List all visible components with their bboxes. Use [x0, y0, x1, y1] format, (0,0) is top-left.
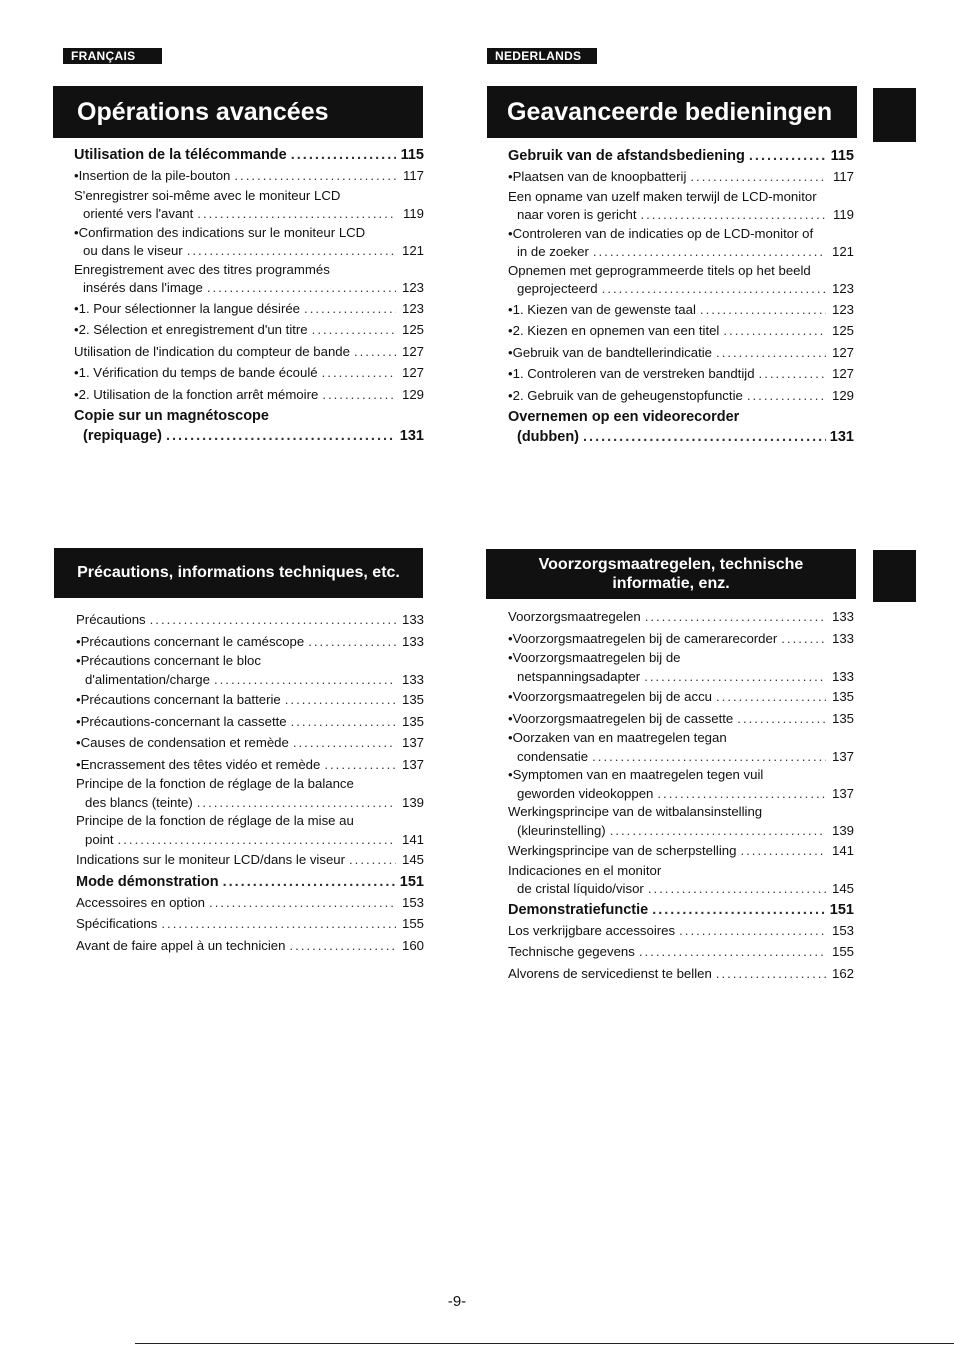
dot-leader [118, 831, 396, 850]
dot-leader [150, 609, 396, 631]
toc-entry-text: •Symptomen van en maatregelen tegen vuil [508, 767, 764, 782]
toc-page-number: 115 [830, 148, 854, 164]
toc-entry [76, 935, 424, 957]
dot-leader [285, 689, 396, 711]
toc-entry [508, 649, 854, 686]
dot-leader [740, 840, 826, 862]
dot-leader [324, 754, 396, 776]
toc-entry-text: ou dans le viseur [83, 243, 183, 258]
dot-leader [644, 668, 826, 687]
toc-entry [74, 384, 424, 406]
toc-entry-text: Enregistrement avec des titres programmés [74, 261, 330, 277]
toc-entry [74, 319, 424, 341]
toc-page-number: 151 [829, 901, 854, 918]
toc-entry-text: •1. Vérification du temps de bande écoulé [74, 365, 318, 380]
toc-page-number: 125 [831, 323, 854, 338]
toc-entry [76, 652, 424, 689]
toc-heading [74, 145, 424, 165]
toc-entry-text: •Voorzorgsmaatregelen bij de camerarecorder [508, 630, 778, 646]
toc-page-number: 123 [831, 281, 854, 296]
toc-page-number: 153 [401, 894, 424, 910]
toc-entry-text: in de zoeker [517, 244, 589, 259]
toc-entry-text: •Précautions concernant le bloc [76, 653, 261, 668]
toc-entry [508, 729, 854, 766]
toc-entry-text: •Causes de condensation et remède [76, 735, 289, 750]
toc-entry [508, 385, 854, 407]
toc-page-number: 139 [831, 822, 854, 838]
toc-page-number: 121 [831, 244, 854, 259]
toc-entry [74, 224, 424, 261]
toc-page-number: 139 [401, 794, 424, 810]
toc-entry-text: Utilisation de la télécommande [74, 147, 287, 163]
toc-page-number: 151 [399, 873, 424, 890]
dot-leader [214, 671, 396, 690]
toc-entry-text: geprojecteerd [517, 281, 598, 296]
dot-leader [723, 320, 826, 342]
toc-entry-text: •2. Utilisation de la fonction arrêt mémoire [74, 386, 319, 402]
dot-leader [759, 363, 826, 385]
dot-leader [197, 205, 396, 224]
toc-entry [508, 862, 854, 899]
toc-entry [76, 913, 424, 935]
toc-page-number: 155 [401, 916, 424, 931]
toc-entry-text: Los verkrijgbare accessoires [508, 922, 676, 938]
dot-leader [639, 941, 826, 963]
dot-leader [161, 913, 396, 935]
dot-leader [291, 711, 396, 733]
dot-leader [716, 686, 826, 708]
side-thumb-tab-bottom [873, 550, 916, 602]
dot-leader [716, 963, 826, 985]
dot-leader [652, 900, 826, 920]
toc-entry-text: •1. Pour sélectionner la langue désirée [74, 300, 301, 316]
language-label-french: FRANÇAIS [63, 48, 162, 64]
dot-leader [679, 920, 826, 942]
toc-entry-text: •2. Kiezen en opnemen van een titel [508, 323, 720, 338]
toc-entry [508, 606, 854, 628]
dot-leader [716, 342, 826, 364]
toc-entry-text: Indicaciones en el monitor [508, 862, 662, 878]
dot-leader [602, 280, 826, 299]
bottom-rule [135, 1343, 954, 1344]
toc-entry [74, 341, 424, 363]
toc-entry-text: Précautions [76, 612, 146, 627]
dot-leader [223, 872, 396, 892]
toc-entry-text: •Confirmation des indications sur le moniteur LCD [74, 224, 366, 240]
dot-leader [700, 299, 826, 321]
dot-leader [737, 708, 826, 730]
dot-leader [308, 631, 396, 653]
toc-entry-text: condensatie [517, 748, 589, 764]
toc-entry-text: Copie sur un magnétoscope [74, 408, 269, 424]
toc-page-number: 115 [400, 147, 424, 163]
toc-entry [76, 609, 424, 631]
toc-entry-text: •1. Kiezen van de gewenste taal [508, 301, 696, 317]
toc-entry-text: Een opname van uzelf maken terwijl de LCD-monitor [508, 188, 817, 204]
dot-leader [657, 785, 826, 804]
toc-entry [74, 261, 424, 298]
dot-leader [197, 794, 396, 813]
dot-leader [648, 880, 826, 899]
toc-page-number: 125 [401, 322, 424, 337]
language-label-dutch: NEDERLANDS [487, 48, 597, 64]
dot-leader [293, 732, 396, 754]
toc-entry-text: Principe de la fonction de réglage de la mise au [76, 813, 354, 828]
toc-page-number: 131 [829, 429, 854, 445]
dot-leader [690, 166, 826, 188]
toc-entry [74, 362, 424, 384]
dot-leader [592, 748, 826, 767]
toc-entry [508, 941, 854, 963]
toc-entry-text: •1. Controleren van de verstreken bandtijd [508, 366, 755, 381]
toc-page-number: 119 [402, 206, 424, 221]
toc-page-number: 133 [401, 633, 424, 649]
toc-entry [508, 840, 854, 862]
toc-entry-text: •Précautions-concernant la cassette [76, 713, 287, 729]
toc-entry-text: •Controleren van de indicaties op de LCD-monitor of [508, 225, 814, 241]
toc-entry-text: d'alimentation/charge [85, 671, 210, 687]
toc-entry-text: Opnemen met geprogrammeerde titels op het beeld [508, 262, 811, 278]
toc-page-number: 127 [401, 365, 424, 380]
toc-entry [508, 262, 854, 299]
toc-entry-text: Indications sur le moniteur LCD/dans le viseur [76, 852, 346, 867]
toc-page-number: 133 [831, 668, 854, 684]
toc-entry [508, 320, 854, 342]
toc-entry-text: (repiquage) [83, 428, 162, 444]
toc-entry [76, 812, 424, 849]
toc-entry-text: Werkingsprincipe van de witbalansinstelling [508, 804, 763, 819]
toc-entry [508, 188, 854, 225]
dot-leader [749, 146, 826, 166]
toc-entry-text: •Gebruik van de bandtellerindicatie [508, 344, 713, 360]
toc-heading [74, 406, 424, 446]
dot-leader [187, 242, 396, 261]
toc-entry [76, 631, 424, 653]
toc-entry [76, 849, 424, 871]
toc-entry-text: (kleurinstelling) [517, 822, 606, 838]
section-title-advanced-operations-fr: Opérations avancées [53, 86, 423, 138]
toc-entry [76, 711, 424, 733]
toc-entry-text: •Voorzorgsmaatregelen bij de accu [508, 689, 713, 704]
toc-entry-text: naar voren is gericht [517, 207, 637, 222]
toc-page-number: 137 [401, 735, 424, 750]
dot-leader [234, 165, 396, 187]
dot-leader [349, 849, 396, 871]
dot-leader [322, 384, 396, 406]
toc-entry [508, 708, 854, 730]
toc-heading [76, 872, 424, 892]
toc-entry [76, 689, 424, 711]
dot-leader [312, 319, 396, 341]
toc-entry [508, 686, 854, 708]
side-thumb-tab-top [873, 88, 916, 142]
toc-entry-text: Spécifications [76, 916, 158, 931]
toc-page-number: 127 [831, 344, 854, 360]
toc-entry [74, 165, 424, 187]
toc-entry [508, 166, 854, 188]
toc-entry [508, 225, 854, 262]
toc-page-number: 117 [402, 168, 424, 183]
toc-page-number: 141 [831, 843, 854, 858]
toc-page-number: 129 [401, 386, 424, 402]
section-title-line-2: informatie, enz. [612, 575, 730, 592]
page-number: -9- [447, 1293, 467, 1310]
dot-leader [304, 298, 396, 320]
toc-page-number: 131 [399, 428, 424, 444]
toc-heading [508, 407, 854, 447]
toc-entry-text: S'enregistrer soi-même avec le moniteur LCD [74, 187, 341, 203]
toc-entry-text: Utilisation de l'indication du compteur de bande [74, 343, 350, 359]
toc-page-number: 141 [401, 831, 424, 847]
toc-page-number: 133 [831, 609, 854, 624]
toc-entry [508, 766, 854, 803]
toc-entry [76, 732, 424, 754]
toc-entry-text: Gebruik van de afstandsbediening [508, 148, 745, 164]
dot-leader [747, 385, 826, 407]
toc-entry [508, 628, 854, 650]
dot-leader [291, 145, 396, 165]
section-title-precautions-fr: Précautions, informations techniques, etc. [54, 548, 423, 598]
dot-leader [610, 822, 826, 841]
toc-advanced-operations-fr [74, 145, 424, 446]
toc-page-number: 133 [831, 630, 854, 646]
toc-page-number: 135 [401, 692, 424, 707]
toc-entry-text: Overnemen op een videorecorder [508, 409, 740, 425]
dot-leader [289, 935, 396, 957]
toc-page-number: 135 [831, 689, 854, 704]
dot-leader [207, 279, 396, 298]
section-title-advanced-operations-nl: Geavanceerde bedieningen [487, 86, 857, 138]
toc-entry [508, 803, 854, 840]
toc-page-number: 145 [401, 852, 424, 867]
dot-leader [781, 628, 826, 650]
toc-advanced-operations-nl [508, 146, 854, 447]
toc-precautions-nl [508, 606, 854, 984]
toc-entry [508, 963, 854, 985]
toc-page-number: 137 [401, 756, 424, 772]
dot-leader [640, 206, 826, 225]
dot-leader [209, 892, 396, 914]
toc-entry [508, 299, 854, 321]
toc-entry-text: Mode démonstration [76, 873, 219, 890]
toc-page-number: 127 [401, 343, 424, 359]
toc-entry-text: Werkingsprincipe van de scherpstelling [508, 843, 737, 858]
toc-page-number: 155 [831, 944, 854, 959]
section-title-precautions-nl [486, 549, 856, 599]
toc-entry-text: •Oorzaken van en maatregelen tegan [508, 730, 727, 745]
toc-entry-text: insérés dans l'image [83, 280, 203, 295]
toc-entry-text: Principe de la fonction de réglage de la balance [76, 776, 354, 791]
toc-entry [508, 342, 854, 364]
toc-entry [74, 187, 424, 224]
toc-page-number: 133 [401, 612, 424, 627]
toc-entry-text: •Encrassement des têtes vidéo et remède [76, 756, 321, 772]
toc-entry-text: •Voorzorgsmaatregelen bij de [508, 650, 681, 665]
toc-entry [508, 920, 854, 942]
toc-entry-text: •Plaatsen van de knoopbatterij [508, 169, 687, 184]
toc-page-number: 119 [832, 207, 854, 222]
toc-entry [74, 298, 424, 320]
toc-entry-text: Voorzorgsmaatregelen [508, 609, 641, 624]
dot-leader [583, 427, 826, 447]
toc-entry-text: •Insertion de la pile-bouton [74, 168, 231, 183]
toc-heading [508, 900, 854, 920]
toc-entry-text: •Précautions concernant le caméscope [76, 633, 305, 649]
toc-page-number: 117 [832, 169, 854, 184]
toc-entry-text: Demonstratiefunctie [508, 901, 649, 918]
toc-entry-text: des blancs (teinte) [85, 794, 193, 810]
toc-page-number: 135 [831, 710, 854, 726]
dot-leader [593, 243, 826, 262]
dot-leader [354, 341, 396, 363]
toc-entry-text: point [85, 831, 114, 847]
section-title-line-1: Voorzorgsmaatregelen, technische [538, 556, 804, 573]
dot-leader [166, 426, 396, 446]
toc-entry [76, 775, 424, 812]
toc-entry-text: •Précautions concernant la batterie [76, 692, 281, 707]
toc-entry-text: Avant de faire appel à un technicien [76, 937, 286, 953]
toc-entry-text: •Voorzorgsmaatregelen bij de cassette [508, 710, 734, 726]
toc-page-number: 145 [831, 881, 854, 896]
toc-page-number: 162 [831, 965, 854, 981]
toc-page-number: 137 [831, 785, 854, 801]
dot-leader [322, 362, 396, 384]
toc-entry-text: Accessoires en option [76, 894, 206, 910]
toc-page-number: 123 [401, 280, 424, 295]
toc-entry-text: •2. Sélection et enregistrement d'un titre [74, 322, 308, 337]
toc-page-number: 129 [831, 387, 854, 403]
toc-page-number: 133 [401, 671, 424, 687]
toc-page-number: 123 [831, 301, 854, 317]
toc-page-number: 160 [401, 937, 424, 953]
toc-page-number: 135 [401, 713, 424, 729]
toc-page-number: 127 [831, 366, 854, 381]
toc-entry-text: Alvorens de servicedienst te bellen [508, 965, 712, 981]
toc-entry-text: geworden videokoppen [517, 785, 654, 801]
toc-entry-text: de cristal líquido/visor [517, 881, 644, 896]
toc-entry [76, 754, 424, 776]
toc-entry [76, 892, 424, 914]
dot-leader [645, 606, 826, 628]
toc-precautions-fr [76, 609, 424, 956]
toc-page-number: 137 [831, 748, 854, 764]
toc-page-number: 121 [401, 243, 424, 258]
toc-entry-text: netspanningsadapter [517, 668, 641, 684]
toc-entry-text: orienté vers l'avant [83, 206, 194, 221]
toc-page-number: 123 [401, 300, 424, 316]
toc-page-number: 153 [831, 922, 854, 938]
toc-heading [508, 146, 854, 166]
toc-entry-text: (dubben) [517, 429, 580, 445]
toc-entry-text: Technische gegevens [508, 944, 635, 959]
toc-entry-text: •2. Gebruik van de geheugenstopfunctie [508, 387, 743, 403]
toc-entry [508, 363, 854, 385]
